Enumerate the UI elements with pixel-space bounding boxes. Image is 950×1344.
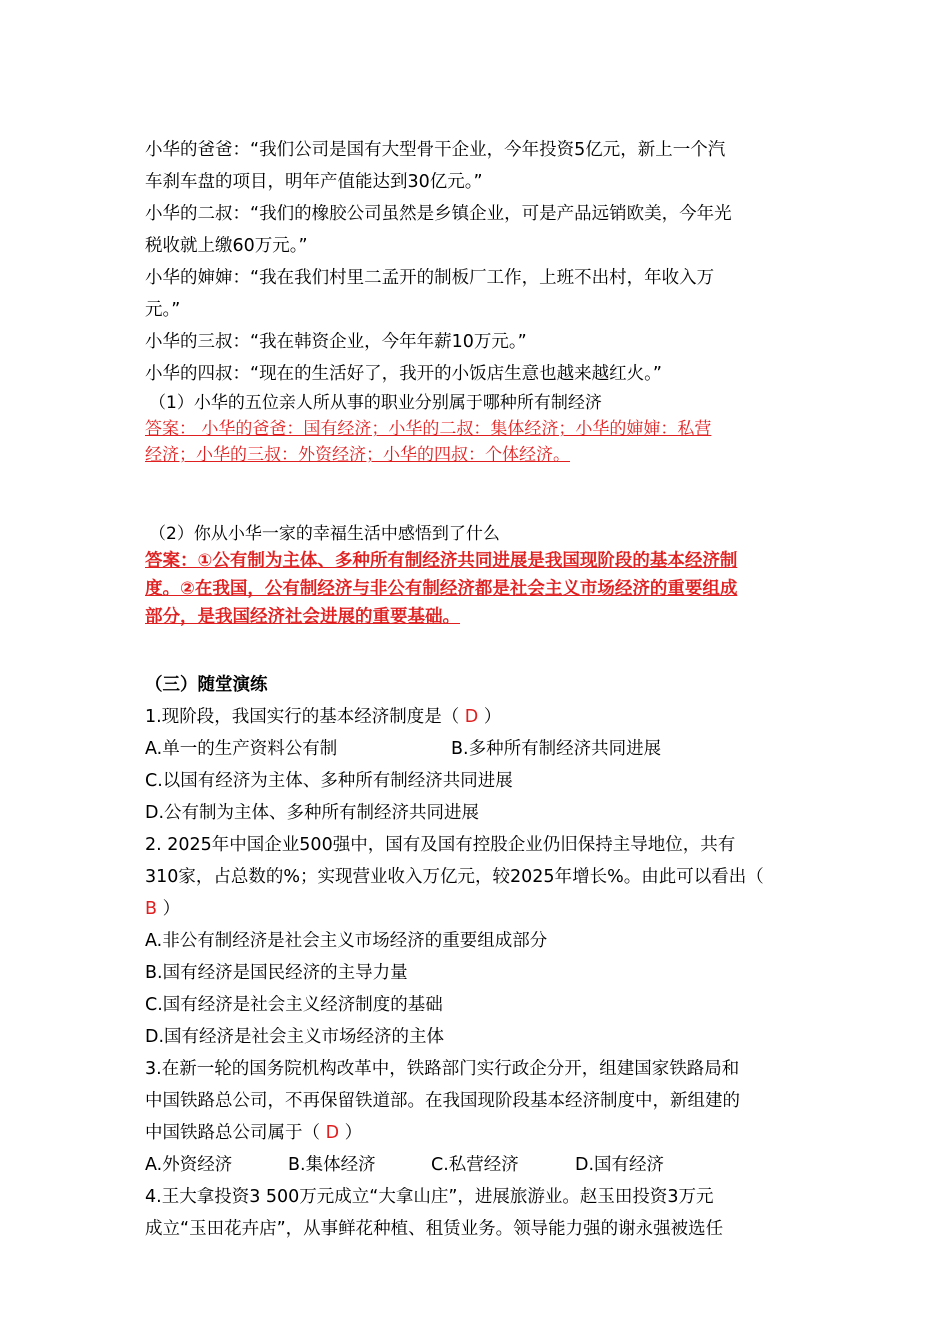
option-a: A.非公有制经济是社会主义市场经济的重要组成部分 [145, 931, 548, 951]
stem-text: ） [157, 899, 181, 919]
answer-2-line: 答案：①公有制为主体、多种所有制经济共同进展是我国现阶段的基本经济制 [145, 551, 738, 571]
option-c: C.私营经济 [431, 1155, 519, 1175]
stem-text: ） [339, 1123, 363, 1143]
option-b: B.国有经济是国民经济的主导力量 [145, 963, 408, 983]
section-title: （三）随堂演练 [145, 675, 268, 695]
stem-text: ） [478, 707, 502, 727]
exercise-3-options [145, 1149, 805, 1181]
answer-1-line: 答案： 小华的爸爸：国有经济；小华的二叔：集体经济；小华的婶婶：私营 [145, 419, 712, 439]
answer-letter: D [464, 707, 479, 727]
exercise-3-stem: 3.在新一轮的国务院机构改革中，铁路部门实行政企分开，组建国家铁路局和 [145, 1059, 740, 1079]
exercise-3-stem [145, 1117, 805, 1149]
dialogue-line: 车刹车盘的项目，明年产值能达到30亿元。” [145, 172, 483, 192]
option-d: D.国有经济 [575, 1155, 665, 1175]
dialogue-line: 小华的婶婶：“我在我们村里二孟开的制板厂工作，上班不出村，年收入万 [145, 268, 715, 288]
answer-1-line: 经济；小华的三叔：外资经济；小华的四叔：个体经济。 [145, 445, 570, 465]
dialogue-line: 小华的四叔：“现在的生活好了，我开的小饭店生意也越来越红火。” [145, 364, 662, 384]
option-d: D.公有制为主体、多种所有制经济共同进展 [145, 803, 480, 823]
exercise-2-stem: 310家，占总数的%；实现营业收入万亿元，较2025年增长%。由此可以看出（ [145, 867, 764, 887]
exercise-4-stem: 成立“玉田花卉店”，从事鲜花种植、租赁业务。领导能力强的谢永强被选任 [145, 1219, 724, 1239]
option-d: D.国有经济是社会主义市场经济的主体 [145, 1027, 445, 1047]
dialogue-block [145, 134, 805, 390]
dialogue-line: 元。” [145, 300, 181, 320]
answer-letter: B [145, 899, 158, 919]
stem-text: 1.现阶段，我国实行的基本经济制度是（ [145, 707, 465, 727]
exercise-1-stem [145, 701, 805, 733]
answer-2-line: 度。②在我国，公有制经济与非公有制经济都是社会主义市场经济的重要组成 [145, 579, 738, 599]
exercise-3-stem: 中国铁路总公司，不再保留铁道部。在我国现阶段基本经济制度中，新组建的 [145, 1091, 740, 1111]
option-c: C.国有经济是社会主义经济制度的基础 [145, 995, 443, 1015]
option-a: A.外资经济 [145, 1155, 233, 1175]
option-b: B.多种所有制经济共同进展 [451, 739, 662, 759]
dialogue-line: 税收就上缴60万元。” [145, 236, 308, 256]
answer-letter: D [325, 1123, 340, 1143]
dialogue-line: 小华的三叔：“我在韩资企业，今年年薪10万元。” [145, 332, 527, 352]
option-c: C.以国有经济为主体、多种所有制经济共同进展 [145, 771, 513, 791]
exercise-4-stem: 4.王大拿投资3 500万元成立“大拿山庄”，进展旅游业。赵玉田投资3万元 [145, 1187, 714, 1207]
exercise-2-answer-line [145, 893, 805, 925]
dialogue-line: 小华的爸爸：“我们公司是国有大型骨干企业，今年投资5亿元，新上一个汽 [145, 140, 726, 160]
document-page [145, 134, 805, 1245]
stem-text: 中国铁路总公司属于（ [145, 1123, 326, 1143]
question-1: （1）小华的五位亲人所从事的职业分别属于哪种所有制经济 [149, 393, 602, 413]
option-b: B.集体经济 [288, 1155, 376, 1175]
exercise-2-stem: 2. 2025年中国企业500强中，国有及国有控股企业仍旧保持主导地位，共有 [145, 835, 736, 855]
exercise-1-options [145, 733, 805, 765]
dialogue-line: 小华的二叔：“我们的橡胶公司虽然是乡镇企业，可是产品远销欧美，今年光 [145, 204, 732, 224]
question-2: （2）你从小华一家的幸福生活中感悟到了什么 [149, 524, 500, 544]
option-a: A.单一的生产资料公有制 [145, 739, 338, 759]
answer-2-line: 部分，是我国经济社会进展的重要基础。 [145, 607, 460, 627]
